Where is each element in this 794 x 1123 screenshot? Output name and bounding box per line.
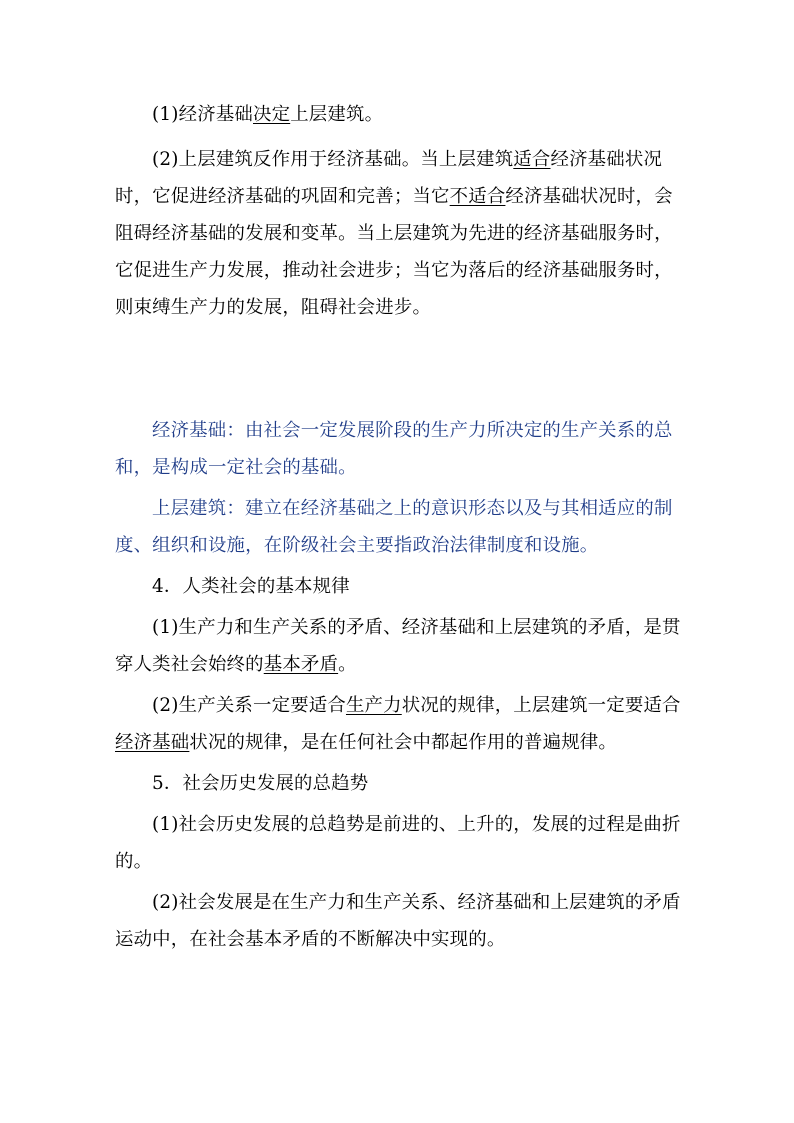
spacer	[115, 326, 681, 412]
paragraph-base-determines	[115, 96, 681, 133]
paragraph-trend-progress: (1)社会历史发展的总趋势是前进的、上升的，发展的过程是曲折的。	[115, 814, 681, 872]
text: 。	[338, 654, 357, 675]
underlined-term: 基本矛盾	[263, 654, 339, 675]
underlined-term: 不适合	[449, 186, 506, 207]
paragraph-basic-contradiction	[115, 609, 681, 683]
text: (2)上层建筑反作用于经济基础。当上层建筑	[152, 149, 514, 170]
text: (2)生产关系一定要适合	[152, 695, 346, 716]
paragraph-development-realized: (2)社会发展是在生产力和生产关系、经济基础和上层建筑的矛盾运动中，在社会基本矛盾的不断解决中实现的。	[115, 892, 681, 950]
text: 上层建筑。	[290, 104, 384, 125]
heading-general-trend: 5．社会历史发展的总趋势	[152, 773, 369, 794]
underlined-term: 生产力	[345, 695, 402, 716]
underlined-term: 经济基础	[115, 732, 190, 753]
underlined-term: 决定	[253, 104, 291, 125]
text: 状况的规律，上层建筑一定要适合	[401, 695, 681, 716]
underlined-term: 适合	[513, 149, 551, 170]
text: (1)经济基础	[152, 104, 254, 125]
text: 状况的规律，是在任何社会中都起作用的普遍规律。	[189, 732, 617, 753]
heading-basic-laws: 4．人类社会的基本规律	[152, 576, 350, 597]
paragraph-superstructure-reacts	[115, 141, 681, 326]
text: 经济基础状况时，会阻碍经济基础的发展和变革。当上层建筑为先进的经济基础服务时，它促进生产力发展，推动社会进步；当它为落后的经济基础服务时，则束缚生产力的发展，阻碍社会进步。	[115, 186, 673, 318]
document-body	[115, 96, 681, 958]
text: 经济基础状况时，它促进经济基础的巩固和完善；当它	[115, 149, 663, 207]
text: (1)生产力和生产关系的矛盾、经济基础和上层建筑的矛盾，是贯穿人类社会始终的	[115, 617, 681, 675]
paragraph-universal-laws	[115, 687, 681, 761]
note-economic-base: 经济基础：由社会一定发展阶段的生产力所决定的生产关系的总和，是构成一定社会的基础。	[115, 420, 673, 478]
spacer	[115, 133, 681, 141]
note-superstructure: 上层建筑：建立在经济基础之上的意识形态以及与其相适应的制度、组织和设施，在阶级社会主要指政治法律制度和设施。	[115, 498, 673, 556]
